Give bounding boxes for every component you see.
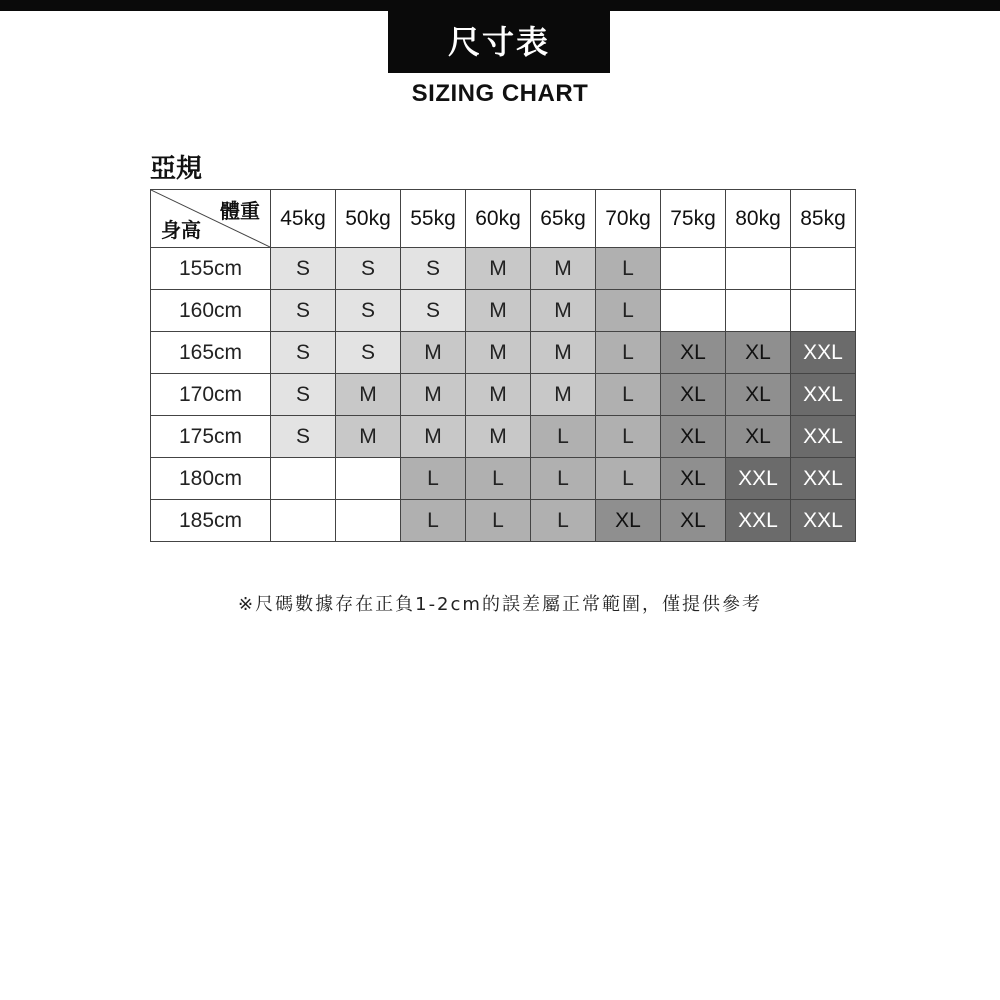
weight-header-row: [151, 190, 856, 248]
top-bar: [0, 0, 1000, 11]
size-cell: XL: [661, 332, 726, 374]
size-cell: L: [596, 416, 661, 458]
weight-header: 60kg: [466, 190, 531, 248]
region-label: 亞規: [150, 154, 203, 184]
size-cell: L: [466, 500, 531, 542]
table-row: [151, 458, 856, 500]
weight-header: 65kg: [531, 190, 596, 248]
weight-header: 45kg: [271, 190, 336, 248]
size-cell: [271, 500, 336, 542]
size-table-body: [151, 248, 856, 542]
table-row: [151, 500, 856, 542]
weight-header: 70kg: [596, 190, 661, 248]
height-header: 175cm: [151, 416, 271, 458]
table-row: [151, 248, 856, 290]
height-header: 160cm: [151, 290, 271, 332]
size-cell: M: [531, 248, 596, 290]
size-cell: [661, 248, 726, 290]
corner-height-label: 身高: [161, 218, 201, 242]
size-cell: [336, 500, 401, 542]
size-cell: M: [401, 416, 466, 458]
size-cell: M: [531, 332, 596, 374]
weight-header: 55kg: [401, 190, 466, 248]
size-cell: M: [466, 374, 531, 416]
table-row: [151, 416, 856, 458]
size-cell: XL: [726, 416, 791, 458]
size-cell: M: [466, 248, 531, 290]
size-cell: M: [336, 416, 401, 458]
table-row: [151, 374, 856, 416]
size-cell: S: [401, 290, 466, 332]
size-cell: S: [336, 290, 401, 332]
page-subtitle: SIZING CHART: [411, 80, 589, 107]
height-header: 170cm: [151, 374, 271, 416]
size-cell: S: [271, 248, 336, 290]
size-cell: [726, 290, 791, 332]
size-cell: [336, 458, 401, 500]
size-cell: L: [531, 458, 596, 500]
size-cell: XL: [726, 374, 791, 416]
size-cell: [271, 458, 336, 500]
size-cell: XXL: [791, 374, 856, 416]
size-cell: L: [596, 332, 661, 374]
size-cell: L: [401, 458, 466, 500]
size-cell: M: [531, 290, 596, 332]
corner-weight-label: 體重: [220, 199, 260, 223]
size-cell: L: [466, 458, 531, 500]
size-cell: S: [336, 248, 401, 290]
size-cell: XL: [661, 416, 726, 458]
page-title: 尺寸表: [388, 11, 610, 73]
corner-cell: [151, 190, 271, 248]
size-cell: XL: [596, 500, 661, 542]
size-cell: S: [336, 332, 401, 374]
size-cell: XXL: [791, 500, 856, 542]
footnote: ※尺碼數據存在正負1-2cm的誤差屬正常範圍，僅提供參考: [238, 594, 762, 615]
size-cell: L: [531, 416, 596, 458]
size-cell: S: [401, 248, 466, 290]
size-cell: S: [271, 416, 336, 458]
size-cell: [661, 290, 726, 332]
size-cell: XXL: [791, 416, 856, 458]
table-row: [151, 332, 856, 374]
height-header: 185cm: [151, 500, 271, 542]
weight-header: 85kg: [791, 190, 856, 248]
sizing-table: [150, 189, 856, 542]
weight-header: 75kg: [661, 190, 726, 248]
size-cell: M: [401, 374, 466, 416]
size-cell: M: [466, 290, 531, 332]
size-cell: L: [401, 500, 466, 542]
size-cell: M: [466, 332, 531, 374]
size-cell: M: [466, 416, 531, 458]
table-row: [151, 290, 856, 332]
size-cell: L: [596, 374, 661, 416]
size-cell: L: [596, 290, 661, 332]
size-cell: [726, 248, 791, 290]
size-cell: XL: [726, 332, 791, 374]
size-cell: L: [596, 248, 661, 290]
size-cell: M: [401, 332, 466, 374]
size-cell: S: [271, 332, 336, 374]
weight-header: 80kg: [726, 190, 791, 248]
size-cell: XXL: [726, 500, 791, 542]
height-header: 155cm: [151, 248, 271, 290]
size-cell: M: [531, 374, 596, 416]
size-cell: M: [336, 374, 401, 416]
size-cell: L: [531, 500, 596, 542]
height-header: 180cm: [151, 458, 271, 500]
weight-header: 50kg: [336, 190, 401, 248]
height-header: 165cm: [151, 332, 271, 374]
size-cell: XXL: [791, 332, 856, 374]
size-cell: S: [271, 290, 336, 332]
size-cell: L: [596, 458, 661, 500]
size-cell: XL: [661, 374, 726, 416]
size-cell: S: [271, 374, 336, 416]
size-cell: XL: [661, 458, 726, 500]
size-cell: XXL: [791, 458, 856, 500]
size-cell: XL: [661, 500, 726, 542]
size-cell: XXL: [726, 458, 791, 500]
size-cell: [791, 290, 856, 332]
size-cell: [791, 248, 856, 290]
